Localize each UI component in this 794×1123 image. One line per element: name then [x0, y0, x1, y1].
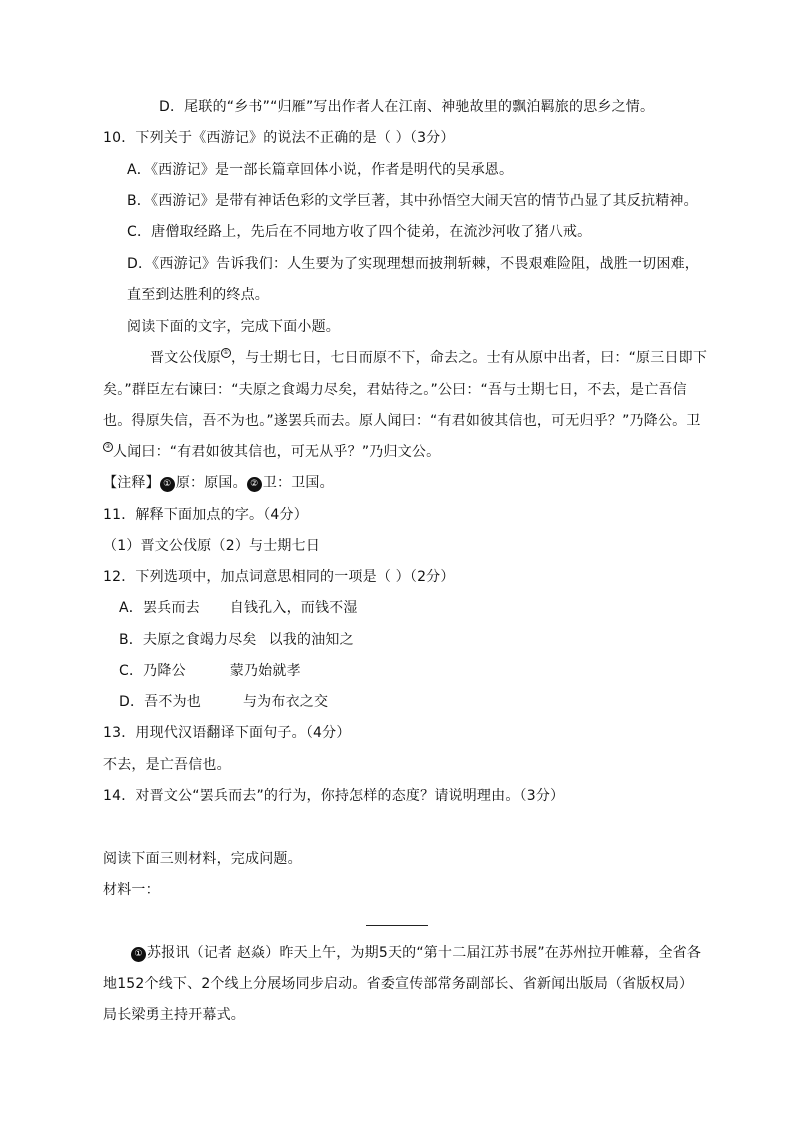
- q12-b-left: B．夫原之食竭力尽矣: [119, 632, 257, 648]
- q12-a-left: A．罢兵而去: [119, 600, 200, 616]
- reading1-paragraph-line4: [103, 442, 440, 462]
- q10-option-a: A．《西游记》是一部长篇章回体小说，作者是明代的吴承恩。: [127, 162, 514, 178]
- q12-option-b: [119, 630, 354, 650]
- footnote-marker-2: ②: [103, 442, 113, 452]
- q10-option-d-line2: 直至到达胜利的终点。: [127, 287, 269, 303]
- q12-option-a: [119, 598, 358, 618]
- q9-option-d: D．尾联的“乡书”“归雁”写出作者人在江南、神驰故里的飘泊羁旅的思乡之情。: [159, 99, 655, 115]
- reading1-paragraph-line2: 矣。”群臣左右谏曰：“夫原之食竭力尽矣，君姑待之。”公曰：“吾与士期七日，不去，是亡吾信: [103, 382, 687, 398]
- note-1-text: 原：原国。: [175, 475, 247, 491]
- q12-c-left: C．乃降公: [119, 663, 186, 679]
- reading1-notes: [103, 473, 334, 493]
- title-blank-line: [366, 925, 428, 926]
- q11-items: （1）晋文公伐原（2）与士期七日: [103, 538, 321, 554]
- material-one-label: 材料一：: [103, 882, 160, 898]
- q13-stem: 13．用现代汉语翻译下面句子。（4分）: [103, 725, 351, 741]
- passage-text: ，与士期七日，七日而原不下，命去之。士有从原中出者，曰：“原三日即下: [231, 350, 708, 366]
- footnote-marker-1: ①: [221, 348, 231, 358]
- reading1-paragraph-line1: [150, 348, 707, 368]
- reading1-paragraph-line3: 也。得原失信，吾不为也。”遂罢兵而去。原人闻曰：“有君如彼其信也，可无归乎？”乃降公。卫: [103, 413, 701, 429]
- material-one-line1: [131, 943, 701, 963]
- passage-text: 晋文公伐原: [150, 350, 221, 366]
- paragraph-number-1: ①: [131, 947, 146, 962]
- q12-a-right: 自钱孔入，而钱不湿: [229, 600, 358, 616]
- note-2-number: ②: [247, 477, 262, 492]
- note-1-number: ①: [160, 477, 175, 492]
- q13-sentence: 不去，是亡吾信也。: [103, 757, 231, 773]
- material-text: 苏报讯（记者 赵焱）昨天上午，为期5天的“第十二届江苏书展”在苏州拉开帷幕，全省各: [147, 945, 702, 961]
- note-2-text: 卫：卫国。: [262, 475, 334, 491]
- q14-stem: 14．对晋文公“罢兵而去”的行为，你持怎样的态度？请说明理由。（3分）: [103, 788, 565, 804]
- q10-option-c: C．唐僧取经路上，先后在不同地方收了四个徒弟，在流沙河收了猪八戒。: [127, 224, 592, 240]
- note-label: 【注释】: [103, 475, 160, 491]
- q12-b-right: 以我的油知之: [268, 632, 354, 648]
- reading1-instruction: 阅读下面的文字，完成下面小题。: [127, 319, 340, 335]
- q12-option-d: [119, 692, 328, 712]
- passage-text: 人闻曰：“有君如彼其信也，可无从乎？”乃归文公。: [113, 444, 441, 460]
- material-one-line3: 局长梁勇主持开幕式。: [103, 1007, 245, 1023]
- q12-c-right: 蒙乃始就孝: [229, 663, 301, 679]
- q11-stem: 11．解释下面加点的字。（4分）: [103, 507, 308, 523]
- q10-stem: 10．下列关于《西游记》的说法不正确的是（ ）（3分）: [103, 130, 455, 146]
- q12-d-right: 与为布衣之交: [242, 694, 329, 710]
- q10-option-b: B．《西游记》是带有神话色彩的文学巨著，其中孙悟空大闹天宫的情节凸显了其反抗精神。: [127, 193, 698, 209]
- q12-d-left: D．吾不为也: [119, 694, 201, 710]
- reading2-instruction: 阅读下面三则材料，完成问题。: [103, 851, 302, 867]
- q10-option-d-line1: D．《西游记》告诉我们：人生要为了实现理想而披荆斩棘，不畏艰难险阻，战胜一切困难，: [127, 256, 699, 272]
- q12-stem: 12．下列选项中，加点词意思相同的一项是（ ）（2分）: [103, 569, 455, 585]
- q12-option-c: [119, 661, 301, 681]
- material-one-line2: 地152个线下、2个线上分展场同步启动。省委宣传部常务副部长、省新闻出版局（省版权局）: [103, 976, 694, 992]
